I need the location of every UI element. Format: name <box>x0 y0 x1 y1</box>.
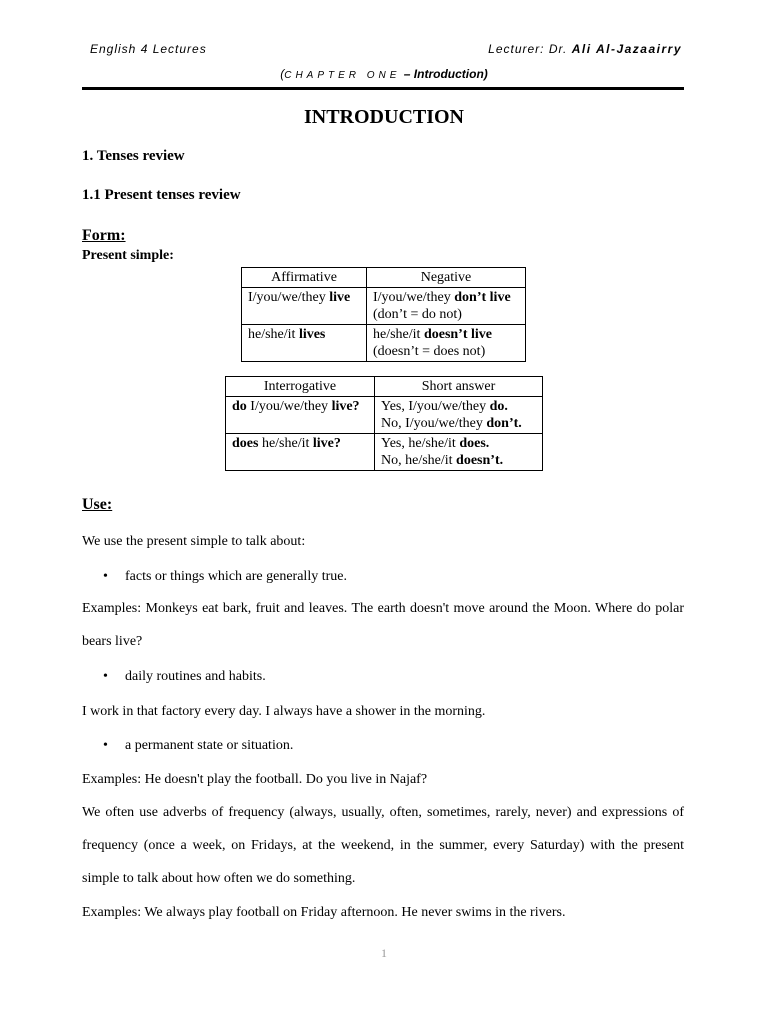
header-course-title: English 4 Lectures <box>90 42 207 56</box>
examples-paragraph: Examples: He doesn't play the football. Do you live in Najaf? <box>82 772 428 787</box>
bullet-icon: • <box>103 738 108 753</box>
use-intro-paragraph: We use the present simple to talk about: <box>82 534 306 549</box>
use-label: Use: <box>82 496 113 513</box>
interrogative-short-answer-table <box>225 376 543 471</box>
list-item: • facts or things which are generally true. <box>103 560 347 593</box>
list-item: • daily routines and habits. <box>103 660 266 693</box>
table-header: Negative <box>367 268 526 288</box>
header-chapter <box>0 67 768 81</box>
chapter-sub: – Introduction) <box>400 67 488 81</box>
affirmative-negative-table <box>241 267 526 362</box>
table-header-row <box>226 377 543 397</box>
header-lecturer-prefix: Lecturer: Dr. <box>488 42 568 56</box>
table-cell: does he/she/it live? <box>226 434 375 471</box>
table-row <box>226 397 543 434</box>
page-number: 1 <box>381 946 387 960</box>
table-cell: he/she/it lives <box>242 325 367 362</box>
adverbs-paragraph: We often use adverbs of frequency (always, usually, often, sometimes, rarely, never) and expressions of frequency (once a week, on Fridays, at the weekend, in the summer, every Saturday) with the present simple to talk about how often we do something. <box>82 805 684 886</box>
page-title: INTRODUCTION <box>303 106 465 128</box>
chapter-label: CHAPTER ONE <box>284 70 401 81</box>
table-cell: do I/you/we/they live? <box>226 397 375 434</box>
list-item: • a permanent state or situation. <box>103 729 293 762</box>
form-label: Form: <box>82 227 126 244</box>
header-rule <box>82 87 684 90</box>
subsection-heading: 1.1 Present tenses review <box>82 187 241 203</box>
present-simple-label: Present simple: <box>82 248 174 263</box>
table-header: Short answer <box>375 377 543 397</box>
chapter-open-paren: ( <box>280 67 285 81</box>
table-cell: Yes, I/you/we/they do. No, I/you/we/they don’t. <box>375 397 543 434</box>
table-row <box>242 288 526 325</box>
header-lecturer-name: Ali Al-Jazaairry <box>571 42 682 56</box>
bullet-icon: • <box>103 669 108 684</box>
examples-paragraph: Examples: We always play football on Friday afternoon. He never swims in the rivers. <box>82 905 566 920</box>
table-cell: I/you/we/they live <box>242 288 367 325</box>
table-header: Interrogative <box>226 377 375 397</box>
bullet-icon: • <box>103 569 108 584</box>
table-cell: he/she/it doesn’t live (doesn’t = does not) <box>367 325 526 362</box>
header-lecturer <box>488 42 682 56</box>
examples-paragraph: Examples: Monkeys eat bark, fruit and leaves. The earth doesn't move around the Moon. Where do polar bears live? <box>82 601 684 649</box>
table-row <box>226 434 543 471</box>
table-cell: I/you/we/they don’t live (don’t = do not) <box>367 288 526 325</box>
example-paragraph: I work in that factory every day. I always have a shower in the morning. <box>82 704 486 719</box>
table-row <box>242 325 526 362</box>
section-heading: 1. Tenses review <box>82 148 185 164</box>
table-header-row <box>242 268 526 288</box>
table-header: Affirmative <box>242 268 367 288</box>
table-cell: Yes, he/she/it does. No, he/she/it doesn’t. <box>375 434 543 471</box>
